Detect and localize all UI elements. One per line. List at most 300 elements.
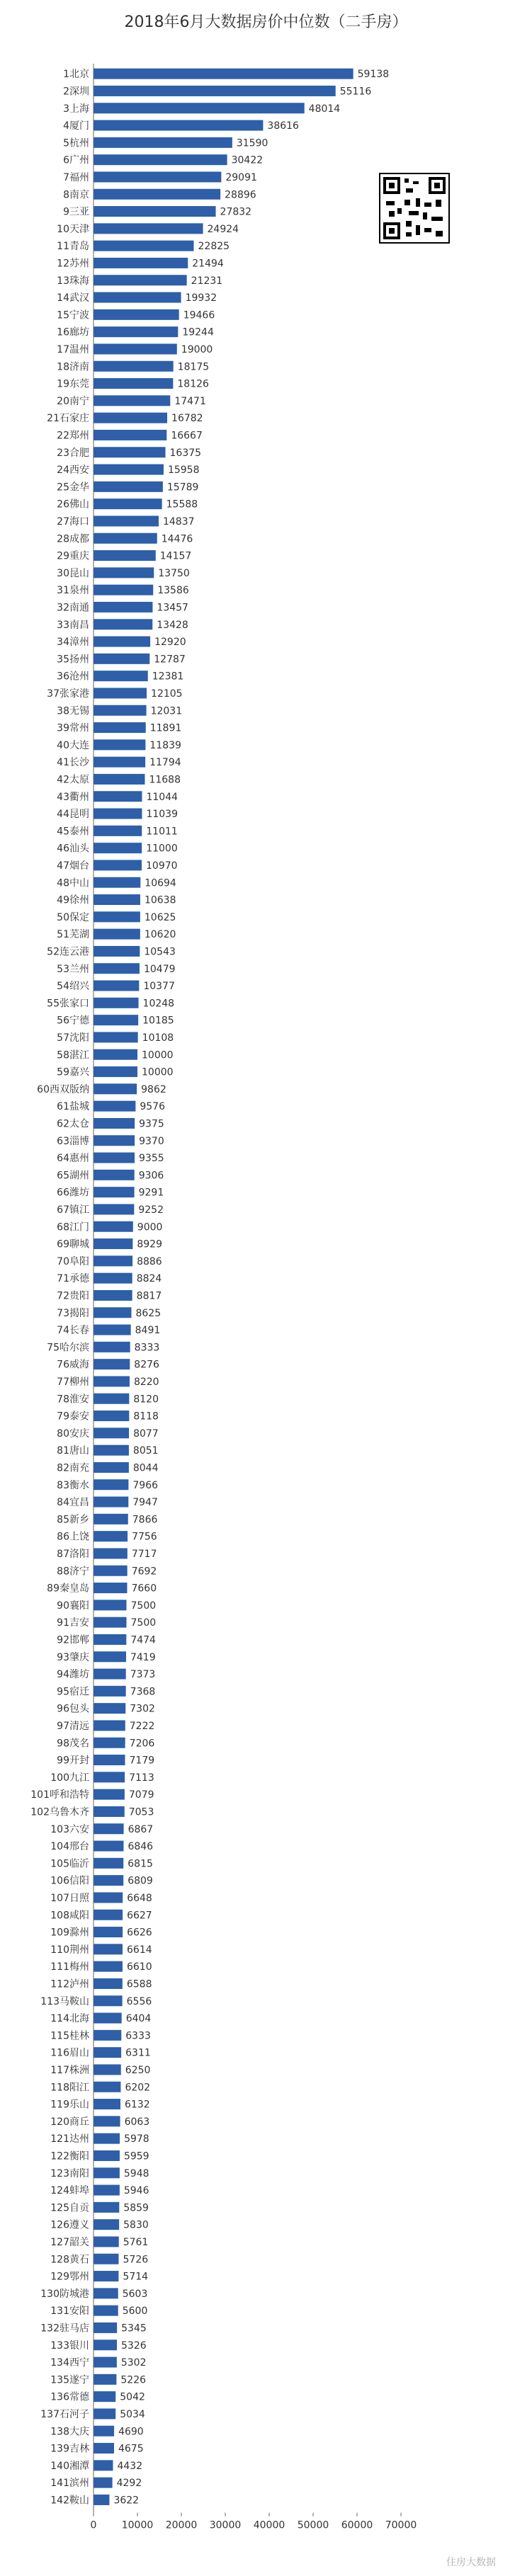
bar xyxy=(94,1789,125,1800)
bar xyxy=(94,171,221,182)
x-tick-label: 70000 xyxy=(385,2519,417,2531)
bar xyxy=(94,2340,117,2350)
data-label: 14837 xyxy=(162,515,195,528)
category-label: 127韶关 xyxy=(50,2236,89,2248)
data-label: 5946 xyxy=(123,2185,149,2197)
bar xyxy=(94,860,142,870)
bar xyxy=(94,1118,135,1129)
bar xyxy=(94,2271,118,2281)
category-label: 125自贡 xyxy=(50,2202,89,2214)
bar xyxy=(94,946,140,957)
bar xyxy=(94,619,152,629)
bar xyxy=(94,1032,138,1042)
bar xyxy=(94,481,163,492)
data-label: 7079 xyxy=(128,1789,154,1801)
data-label: 17471 xyxy=(174,395,206,407)
watermark-text: 住房大数据 xyxy=(446,2557,496,2568)
category-label: 64惠州 xyxy=(57,1153,89,1165)
bar xyxy=(94,1686,126,1697)
bar xyxy=(94,894,140,905)
category-label: 90襄阳 xyxy=(57,1600,89,1612)
bar xyxy=(94,1445,129,1456)
category-label: 11青岛 xyxy=(57,241,89,253)
data-label: 11891 xyxy=(149,722,182,734)
category-label: 111梅州 xyxy=(50,1961,89,1973)
category-label: 16廊坊 xyxy=(57,326,89,338)
data-label: 6867 xyxy=(128,1823,154,1835)
data-label: 5761 xyxy=(123,2236,149,2248)
data-label: 12381 xyxy=(152,671,184,683)
bar xyxy=(94,2460,113,2470)
category-label: 27海口 xyxy=(57,515,89,528)
category-label: 134西宁 xyxy=(50,2357,89,2369)
bar xyxy=(94,1376,130,1386)
data-label: 8625 xyxy=(135,1307,162,1319)
category-label: 84宜昌 xyxy=(57,1497,89,1509)
category-label: 109滁州 xyxy=(50,1927,89,1939)
bar xyxy=(94,1892,123,1903)
category-label: 138大庆 xyxy=(50,2426,89,2438)
data-label: 14476 xyxy=(161,533,193,545)
category-label: 3上海 xyxy=(63,103,89,115)
category-label: 137石河子 xyxy=(40,2408,89,2420)
bar xyxy=(94,911,140,922)
category-label: 87洛阳 xyxy=(57,1548,89,1560)
bar xyxy=(94,2030,121,2041)
data-label: 7866 xyxy=(132,1514,158,1526)
category-label: 108咸阳 xyxy=(50,1910,89,1922)
category-label: 72贵阳 xyxy=(57,1290,89,1302)
category-label: 68江门 xyxy=(57,1221,89,1233)
category-label: 77柳州 xyxy=(57,1376,89,1388)
bar xyxy=(94,189,220,200)
data-label: 4690 xyxy=(118,2426,144,2438)
category-label: 41长沙 xyxy=(57,757,89,769)
category-label: 48中山 xyxy=(57,877,89,889)
data-label: 6556 xyxy=(126,1995,152,2007)
category-label: 13珠海 xyxy=(57,275,89,287)
data-label: 9375 xyxy=(139,1118,164,1130)
bar xyxy=(94,2133,120,2144)
data-label: 24924 xyxy=(207,223,239,235)
category-label: 55张家口 xyxy=(47,998,89,1010)
category-label: 43衢州 xyxy=(57,791,89,803)
bar xyxy=(94,2254,119,2264)
bar xyxy=(94,2391,115,2402)
category-label: 57沈阳 xyxy=(57,1032,89,1044)
data-label: 7368 xyxy=(130,1686,156,1698)
bar xyxy=(94,1531,128,1541)
bar xyxy=(94,2408,115,2419)
data-label: 6311 xyxy=(125,2047,151,2059)
bar xyxy=(94,2185,120,2196)
bar xyxy=(94,654,149,664)
chart-title: 2018年6月大数据房价中位数（二手房） xyxy=(124,13,408,31)
data-label: 7302 xyxy=(130,1703,155,1715)
category-label: 10天津 xyxy=(57,223,89,235)
bar xyxy=(94,2478,113,2488)
data-label: 6846 xyxy=(128,1841,154,1853)
bar xyxy=(94,447,166,457)
data-label: 6627 xyxy=(127,1910,152,1922)
category-label: 31泉州 xyxy=(57,585,89,597)
data-label: 13428 xyxy=(157,619,188,631)
data-label: 8824 xyxy=(136,1273,162,1285)
category-label: 1北京 xyxy=(63,69,89,81)
bar xyxy=(94,722,146,733)
bar xyxy=(94,1703,125,1714)
category-label: 102乌鲁木齐 xyxy=(30,1806,89,1818)
category-label: 54绍兴 xyxy=(57,981,89,993)
category-label: 9三亚 xyxy=(63,206,89,218)
bar xyxy=(94,1427,129,1438)
data-label: 9291 xyxy=(138,1187,164,1199)
bar xyxy=(94,2116,120,2126)
data-label: 9862 xyxy=(141,1083,166,1095)
bar xyxy=(94,1978,123,1989)
category-label: 79泰安 xyxy=(57,1410,89,1423)
data-label: 6614 xyxy=(127,1944,152,1956)
data-label: 5978 xyxy=(124,2133,149,2145)
bar xyxy=(94,1410,129,1421)
bar xyxy=(94,1910,123,1920)
data-label: 28896 xyxy=(225,189,256,201)
category-label: 132驻马店 xyxy=(40,2323,89,2335)
data-label: 27832 xyxy=(220,206,252,218)
bar xyxy=(94,378,173,389)
bar xyxy=(94,1858,123,1869)
bar xyxy=(94,2443,114,2454)
bar xyxy=(94,2306,118,2316)
bar xyxy=(94,206,216,217)
data-label: 11039 xyxy=(146,809,178,821)
data-label: 19000 xyxy=(181,343,213,355)
data-label: 6809 xyxy=(128,1875,153,1887)
category-label: 61盐城 xyxy=(57,1101,89,1113)
data-label: 7500 xyxy=(130,1617,157,1629)
data-label: 55116 xyxy=(339,86,372,98)
bar xyxy=(94,258,188,268)
bar xyxy=(94,309,179,320)
bar xyxy=(94,2047,121,2058)
data-label: 5345 xyxy=(121,2323,147,2335)
bar xyxy=(94,2150,120,2161)
category-label: 93肇庆 xyxy=(57,1651,89,1663)
bar xyxy=(94,2357,117,2368)
category-label: 50保定 xyxy=(57,911,89,923)
bar xyxy=(94,826,142,836)
category-label: 37张家港 xyxy=(47,688,89,700)
data-label: 10638 xyxy=(144,894,176,906)
bar xyxy=(94,705,147,716)
bar xyxy=(94,1651,126,1662)
data-label: 38616 xyxy=(267,120,299,132)
data-label: 10377 xyxy=(143,981,175,993)
bar xyxy=(94,361,174,372)
category-label: 59嘉兴 xyxy=(57,1066,89,1078)
category-label: 81唐山 xyxy=(57,1445,89,1457)
x-tick-label: 50000 xyxy=(297,2519,329,2531)
qr-code-icon xyxy=(380,174,448,242)
bar xyxy=(94,223,203,234)
category-label: 142鞍山 xyxy=(50,2495,89,2507)
category-label: 130防城港 xyxy=(40,2288,89,2300)
data-label: 10694 xyxy=(145,877,176,889)
data-label: 5302 xyxy=(120,2357,147,2369)
data-label: 59138 xyxy=(357,69,390,81)
category-label: 122衡阳 xyxy=(50,2150,89,2162)
category-label: 29重庆 xyxy=(57,550,89,562)
bar xyxy=(94,1617,127,1628)
bar xyxy=(94,498,162,509)
bar xyxy=(94,1394,129,1404)
category-label: 78淮安 xyxy=(57,1394,89,1406)
category-label: 23合肥 xyxy=(57,447,89,459)
bar xyxy=(94,515,159,526)
bar xyxy=(94,739,145,750)
data-label: 9306 xyxy=(138,1170,164,1182)
bar xyxy=(94,1135,135,1146)
x-tick-label: 60000 xyxy=(341,2519,373,2531)
data-label: 7222 xyxy=(129,1720,155,1732)
category-label: 34漳州 xyxy=(57,637,89,649)
bar xyxy=(94,1738,125,1748)
data-label: 15588 xyxy=(166,498,198,511)
data-label: 48014 xyxy=(308,103,341,115)
category-label: 69聊城 xyxy=(57,1238,89,1250)
category-label: 76威海 xyxy=(57,1359,89,1371)
data-label: 10185 xyxy=(142,1015,174,1027)
data-label: 10543 xyxy=(144,946,176,958)
data-label: 8044 xyxy=(132,1462,159,1474)
data-label: 7474 xyxy=(130,1634,156,1646)
data-label: 5226 xyxy=(120,2374,147,2386)
bar xyxy=(94,1015,138,1025)
category-label: 82南充 xyxy=(57,1462,89,1474)
category-label: 25金华 xyxy=(57,481,89,494)
bar xyxy=(94,241,194,251)
x-tick-label: 30000 xyxy=(209,2519,242,2531)
category-label: 8南京 xyxy=(63,189,89,201)
data-label: 8118 xyxy=(133,1410,159,1423)
category-label: 99开封 xyxy=(57,1755,89,1767)
category-label: 106信阳 xyxy=(50,1875,89,1887)
data-label: 11000 xyxy=(146,843,178,855)
category-label: 28成都 xyxy=(57,533,89,545)
bar xyxy=(94,2323,117,2333)
data-label: 18175 xyxy=(177,361,210,373)
category-label: 40大连 xyxy=(57,739,89,751)
bar xyxy=(94,2426,114,2437)
category-label: 58湛江 xyxy=(57,1049,89,1061)
data-label: 7756 xyxy=(132,1531,157,1543)
data-label: 16667 xyxy=(171,430,203,442)
data-label: 30422 xyxy=(231,154,264,166)
data-label: 10000 xyxy=(142,1049,174,1061)
category-label: 2深圳 xyxy=(63,86,89,98)
category-label: 103六安 xyxy=(50,1823,89,1835)
data-label: 7500 xyxy=(130,1600,157,1612)
bar xyxy=(94,1255,132,1266)
category-label: 49徐州 xyxy=(57,894,89,906)
bar xyxy=(94,602,152,612)
bar xyxy=(94,2374,116,2385)
category-label: 33南昌 xyxy=(57,619,89,631)
bar xyxy=(94,1066,137,1077)
data-label: 6648 xyxy=(127,1892,152,1904)
data-label: 14157 xyxy=(159,550,192,562)
category-label: 139吉林 xyxy=(50,2443,89,2455)
category-label: 12苏州 xyxy=(57,258,89,270)
category-label: 131安阳 xyxy=(50,2306,89,2318)
category-label: 121达州 xyxy=(50,2133,89,2145)
data-label: 6132 xyxy=(125,2099,150,2111)
bar xyxy=(94,1548,128,1558)
category-label: 80安庆 xyxy=(57,1427,89,1440)
bar xyxy=(94,1841,123,1852)
category-label: 53兰州 xyxy=(57,963,89,975)
category-label: 39常州 xyxy=(57,722,89,734)
category-label: 110荆州 xyxy=(50,1944,89,1956)
category-label: 135遂宁 xyxy=(50,2374,89,2386)
category-label: 100九江 xyxy=(50,1772,89,1784)
bar xyxy=(94,1583,127,1593)
bar xyxy=(94,1359,130,1369)
category-label: 115桂林 xyxy=(50,2030,89,2042)
bar xyxy=(94,1772,125,1782)
bar xyxy=(94,1566,128,1576)
data-label: 13586 xyxy=(157,585,189,597)
category-label: 113马鞍山 xyxy=(40,1995,89,2007)
bar xyxy=(94,877,140,888)
bar xyxy=(94,1204,134,1214)
bar xyxy=(94,1462,129,1473)
bar xyxy=(94,929,140,940)
category-label: 105临沂 xyxy=(50,1858,89,1870)
bar xyxy=(94,1153,135,1163)
bar xyxy=(94,137,232,148)
data-label: 15789 xyxy=(166,481,199,494)
category-label: 44昆明 xyxy=(57,809,89,821)
x-tick-label: 40000 xyxy=(253,2519,285,2531)
category-label: 21石家庄 xyxy=(47,413,89,425)
category-label: 63淄博 xyxy=(57,1135,89,1147)
bar xyxy=(94,120,263,131)
category-label: 46汕头 xyxy=(57,843,89,855)
category-label: 141滨州 xyxy=(50,2478,89,2490)
data-label: 7947 xyxy=(132,1497,158,1509)
data-label: 16782 xyxy=(171,413,203,425)
bar xyxy=(94,292,181,303)
category-label: 6广州 xyxy=(63,154,89,166)
data-label: 10108 xyxy=(142,1032,174,1044)
data-label: 9576 xyxy=(140,1101,166,1113)
bar xyxy=(94,1497,128,1508)
bar xyxy=(94,1823,124,1834)
data-label: 5714 xyxy=(123,2271,149,2283)
category-label: 17温州 xyxy=(57,343,89,355)
category-label: 96包头 xyxy=(57,1703,89,1715)
category-label: 32南通 xyxy=(57,602,89,614)
bar xyxy=(94,1342,130,1352)
data-label: 22825 xyxy=(198,241,230,253)
data-label: 12105 xyxy=(151,688,183,700)
data-label: 6250 xyxy=(125,2064,151,2076)
data-label: 10248 xyxy=(142,998,175,1010)
category-label: 30昆山 xyxy=(57,567,89,579)
data-label: 6202 xyxy=(125,2082,151,2094)
data-label: 6626 xyxy=(127,1927,152,1939)
bar xyxy=(94,688,147,698)
category-label: 36沧州 xyxy=(57,671,89,683)
data-label: 8051 xyxy=(132,1445,159,1457)
qr-code-image xyxy=(379,173,450,244)
bar xyxy=(94,1600,127,1610)
category-label: 60西双版纳 xyxy=(37,1083,89,1095)
data-label: 7179 xyxy=(129,1755,155,1767)
bar xyxy=(94,343,177,354)
data-label: 7692 xyxy=(131,1566,157,1578)
bar xyxy=(94,1995,123,2006)
category-label: 19东莞 xyxy=(57,378,89,390)
data-label: 10000 xyxy=(142,1066,174,1078)
bar xyxy=(94,1187,135,1197)
category-label: 65湖州 xyxy=(57,1170,89,1182)
data-label: 6404 xyxy=(125,2013,152,2025)
data-label: 5042 xyxy=(120,2391,145,2403)
data-label: 5326 xyxy=(121,2340,147,2352)
category-label: 120商丘 xyxy=(50,2116,89,2128)
data-label: 3622 xyxy=(113,2495,140,2507)
data-label: 10620 xyxy=(144,929,176,941)
bar xyxy=(94,2288,118,2298)
category-label: 124蚌埠 xyxy=(50,2185,89,2197)
data-label: 4432 xyxy=(117,2460,143,2472)
bar xyxy=(94,1238,132,1249)
bar xyxy=(94,1101,135,1112)
bar xyxy=(94,637,150,647)
bar xyxy=(94,1720,125,1731)
data-label: 8886 xyxy=(137,1255,162,1267)
data-label: 12787 xyxy=(154,654,186,666)
category-label: 119乐山 xyxy=(50,2099,89,2111)
data-label: 10970 xyxy=(146,860,178,872)
data-label: 15958 xyxy=(167,465,200,477)
bar xyxy=(94,1307,131,1318)
category-label: 86上饶 xyxy=(57,1531,89,1543)
bar xyxy=(94,1927,123,1937)
category-label: 42太原 xyxy=(57,774,89,786)
bar xyxy=(94,567,154,578)
data-label: 19932 xyxy=(185,292,217,304)
category-label: 15宁波 xyxy=(57,309,89,321)
data-label: 13750 xyxy=(158,567,190,579)
bar xyxy=(94,2064,121,2075)
category-label: 117株洲 xyxy=(50,2064,89,2076)
data-label: 7966 xyxy=(132,1479,159,1491)
data-label: 11011 xyxy=(146,826,178,838)
bar xyxy=(94,2236,119,2247)
bar xyxy=(94,275,187,285)
data-label: 19466 xyxy=(183,309,215,321)
bar xyxy=(94,69,353,79)
bar xyxy=(94,1049,137,1060)
data-label: 12031 xyxy=(150,705,183,717)
category-label: 47烟台 xyxy=(57,860,89,872)
data-label: 7660 xyxy=(131,1583,157,1595)
bar xyxy=(94,1479,128,1490)
data-label: 7717 xyxy=(131,1548,157,1560)
